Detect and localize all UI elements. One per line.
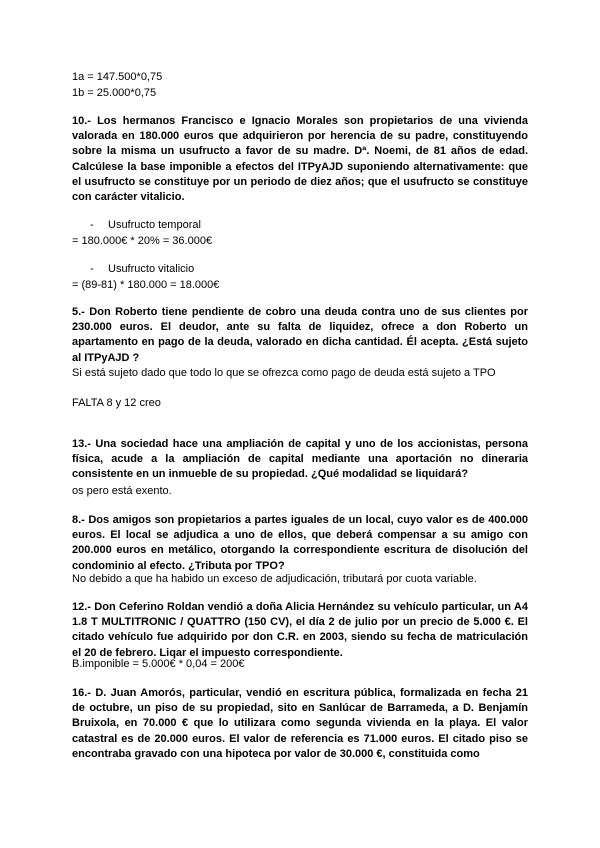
question-10: 10.- Los hermanos Francisco e Ignacio Morales son propietarios de una vivienda valorada en 180.000 euros que adquirieron por herencia de su padre, constituyendo sobre la misma un usufructo a favor de su madre. Dª. Noemi, de 81 años de edad. Calcúlese la base imponible a efectos del ITPyAJD suponiendo alternativamente: que el usufructo se constituye por un periodo de diez años; que el usufructo se constituye con carácter vitalicio. <box>72 115 528 204</box>
answer-5: Si está sujeto dado que todo lo que se ofrezca como pago de deuda está sujeto a TPO <box>72 367 496 379</box>
answer-13: os pero está exento. <box>72 485 172 497</box>
dash-icon: - <box>90 219 94 231</box>
formula-1b: 1b = 25.000*0,75 <box>72 87 157 99</box>
question-16: 16.- D. Juan Amorós, particular, vendió en escritura pública, formalizada en fecha 21 de octubre, un piso de su propiedad, sito en Sanlúcar de Barrameda, a D. Benjamín Bruixola, en 70.000 € que lo utilizara como segunda vivienda en la playa. El valor catastral es de 20.000 euros. El valor de referencia es 71.000 euros. El citado piso se encontraba gravado con una hipoteca por valor de 30.000 €, constituida como <box>72 687 528 760</box>
bullet-usufructo-temporal <box>90 218 201 232</box>
bullet-usufructo-vitalicio <box>90 262 194 276</box>
answer-8: No debido a que ha habido un exceso de adjudicación, tributará por cuota variable. <box>72 573 477 585</box>
bullet-label: Usufructo vitalicio <box>108 263 195 275</box>
bullet-label: Usufructo temporal <box>108 219 201 231</box>
question-5: 5.- Don Roberto tiene pendiente de cobro una deuda contra uno de sus clientes por 230.000 euros. El deudor, ante su falta de liquidez, ofrece a don Roberto un apartamento en pago de la deuda, valorado en dicha cantidad. Él acepta. ¿Está sujeto al ITPyAJD ? <box>72 306 528 364</box>
formula-1a: 1a = 147.500*0,75 <box>72 71 163 83</box>
calc-usufructo-temporal: = 180.000€ * 20% = 36.000€ <box>72 235 213 247</box>
question-13: 13.- Una sociedad hace una ampliación de capital y uno de los accionistas, persona física, acude a la ampliación de capital mediante una aportación no dineraria consistente en un inmueble de su propiedad. ¿Qué modalidad se liquidará? <box>72 438 528 481</box>
question-12: 12.- Don Ceferino Roldan vendió a doña Alicia Hernández su vehículo particular, un A4 1.8 T MULTITRONIC / QUATTRO (150 CV), el día 2 de julio por un precio de 5.000 €. El citado vehículo fue adquirido por don C.R. en 2003, siendo su fecha de matriculación el 20 de febrero. Liqar el impuesto correspondiente. <box>72 601 528 659</box>
calc-usufructo-vitalicio: = (89-81) * 180.000 = 18.000€ <box>72 279 220 291</box>
note-falta: FALTA 8 y 12 creo <box>72 397 161 409</box>
dash-icon: - <box>90 263 94 275</box>
question-8: 8.- Dos amigos son propietarios a partes iguales de un local, cuyo valor es de 400.000 euros. El local se adjudica a uno de ellos, que deberá compensar a su amigo con 200.000 euros en metálico, otorgando la correspondiente escritura de disolución del condominio al efecto. ¿Tributa por TPO? <box>72 514 528 572</box>
answer-12: B.imponible = 5.000€ * 0,04 = 200€ <box>72 658 245 670</box>
